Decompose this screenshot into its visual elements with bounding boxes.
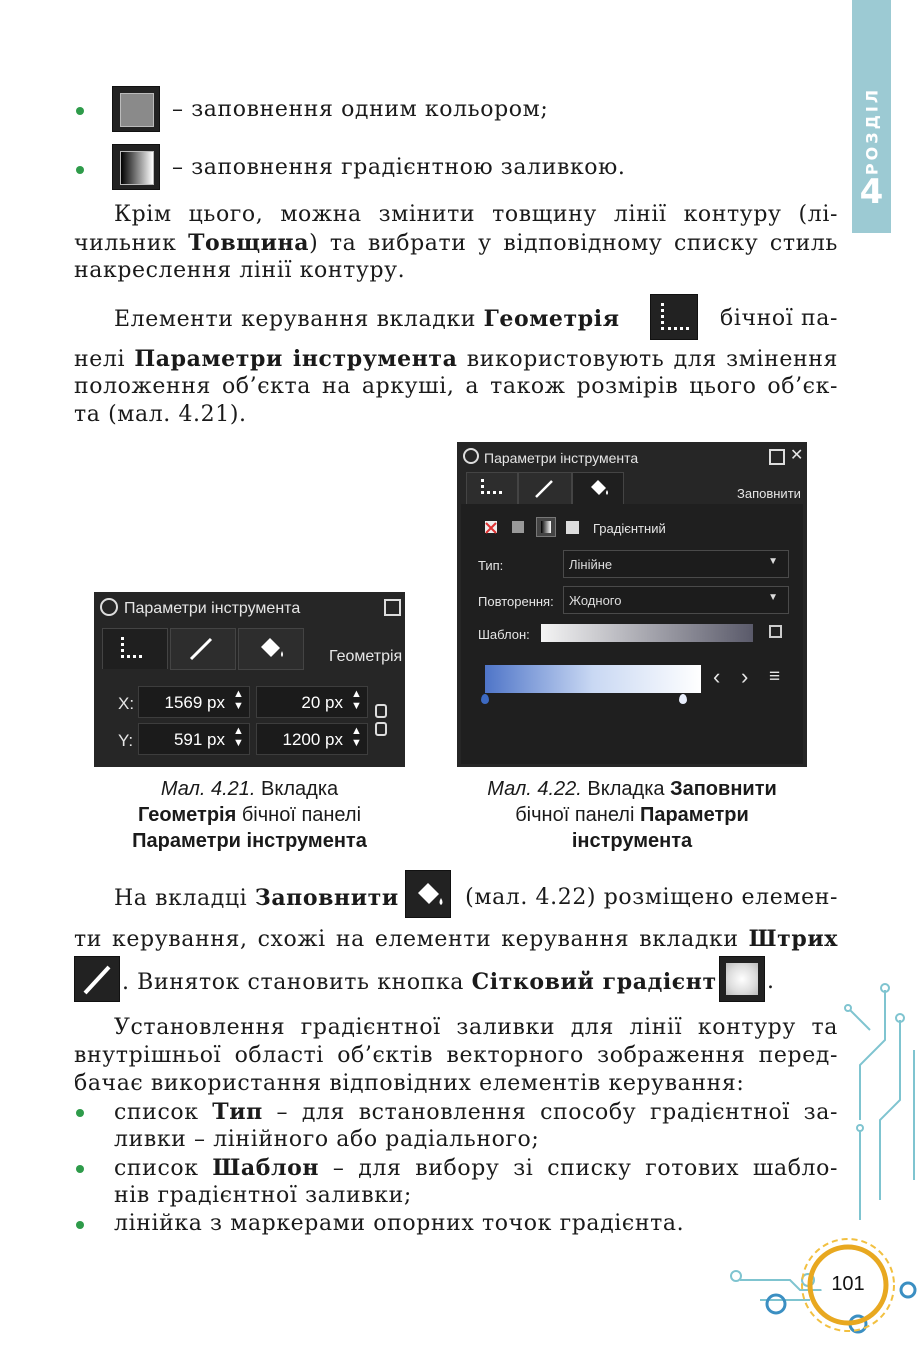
next-stop-icon[interactable]: › <box>741 664 749 689</box>
bullet-dot <box>76 1165 84 1173</box>
width-spinbox[interactable]: 20 px <box>256 686 368 718</box>
tab-caption: Заповнити <box>737 486 801 501</box>
x-spinbox[interactable]: 1569 px <box>138 686 250 718</box>
tab-geometry[interactable] <box>102 628 168 669</box>
height-spinbox[interactable]: 1200 px <box>256 723 368 755</box>
chevron-down-icon: ▼ <box>768 556 778 567</box>
lock-icon <box>100 598 118 616</box>
paragraph-line: На вкладці Заповнити <box>114 885 399 911</box>
chapter-tab <box>852 0 891 233</box>
fill-panel-screenshot <box>457 442 807 767</box>
geometry-panel-screenshot <box>94 592 405 767</box>
bullet-dot <box>76 166 84 174</box>
paragraph-line: внутрішньої області об’єктів векторного зображення перед- <box>74 1043 838 1068</box>
paragraph-line: накреслення лінії контуру. <box>74 258 406 283</box>
tab-stroke[interactable] <box>518 472 572 506</box>
solid-fill-button[interactable] <box>512 521 524 533</box>
solid-fill-icon <box>112 86 160 132</box>
paragraph-line: бічної па- <box>720 306 838 331</box>
paragraph-line: Крім цього, можна змінити товщину лінії контуру (лі- <box>114 202 838 227</box>
y-spinbox[interactable]: 591 px <box>138 723 250 755</box>
template-select[interactable] <box>541 624 753 642</box>
bullet-text: – заповнення одним кольором; <box>172 97 549 122</box>
panel-title: Параметри інструмента <box>124 600 301 617</box>
figure-caption: Мал. 4.22. Вкладка Заповнити бічної панелі Параметри інструмента <box>487 778 777 852</box>
chapter-number: 4 <box>859 172 884 212</box>
y-label: Y: <box>118 731 134 750</box>
paragraph-line: чильник Товщина) та вибрати у відповідному списку стиль <box>74 230 839 256</box>
paragraph-line: бачає використання відповідних елементів керування: <box>74 1071 745 1096</box>
bullet-text: нів градієнтної заливки; <box>114 1183 412 1208</box>
close-icon[interactable]: ✕ <box>790 447 804 464</box>
fill-tab-icon <box>405 870 451 918</box>
tab-caption: Геометрія <box>329 648 403 665</box>
paragraph-line: Елементи керування вкладки Геометрія <box>114 306 620 332</box>
bullet-text: список Шаблон – для вибору зі списку готових шабло- <box>114 1155 838 1181</box>
circuit-decoration <box>700 980 918 1360</box>
gradient-fill-icon <box>112 144 160 190</box>
gradient-ruler[interactable] <box>485 665 701 693</box>
chapter-label: РОЗДІЛ <box>862 86 881 176</box>
bullet-dot <box>76 107 84 115</box>
lock-icon <box>463 448 479 464</box>
repeat-label: Повторення: <box>478 594 554 609</box>
bullet-text: ливки – лінійного або радіального; <box>114 1127 540 1152</box>
paragraph-line: . Виняток становить кнопка Сітковий градієнт <box>122 969 717 995</box>
spin-arrows-icon[interactable]: ▲ ▼ <box>233 725 244 749</box>
repeat-select[interactable]: Жодного ▼ <box>563 586 789 614</box>
paragraph-line: ти керування, схожі на елементи керування вкладки Штрих <box>74 926 838 952</box>
tab-fill[interactable] <box>238 628 304 670</box>
figure-caption: Мал. 4.21. Вкладка Геометрія бічної панелі Параметри інструмента <box>132 778 367 852</box>
detach-icon <box>384 599 401 616</box>
paragraph-line: (мал. 4.22) розміщено елемен- <box>465 885 838 910</box>
bullet-dot <box>76 1221 84 1229</box>
chain-link-icon[interactable] <box>375 704 387 718</box>
bullet-text: лінійка з маркерами опорних точок градієнта. <box>114 1211 685 1236</box>
chevron-down-icon: ▼ <box>768 592 778 603</box>
gradient-fill-button[interactable] <box>536 517 556 537</box>
paragraph-line: та (мал. 4.21). <box>74 402 247 427</box>
panel-title: Параметри інструмента <box>484 450 639 466</box>
type-label: Тип: <box>478 558 504 573</box>
no-fill-button[interactable] <box>485 521 497 533</box>
paragraph-line: Установлення градієнтної заливки для лінії контуру та <box>114 1015 838 1040</box>
mesh-gradient-button[interactable] <box>566 521 579 534</box>
page-number: 101 <box>831 1273 865 1295</box>
stop-marker-icon[interactable] <box>481 694 489 704</box>
bullet-text: список Тип – для встановлення способу градієнтної за- <box>114 1099 838 1125</box>
fill-mode-label: Градієнтний <box>593 521 666 536</box>
chain-link-icon[interactable] <box>375 722 387 736</box>
x-label: X: <box>118 694 135 713</box>
save-icon[interactable] <box>769 625 782 638</box>
bullet-dot <box>76 1109 84 1117</box>
prev-stop-icon[interactable]: ‹ <box>713 664 721 689</box>
detach-icon <box>769 449 785 465</box>
stop-marker-icon[interactable] <box>679 694 687 704</box>
type-select[interactable]: Лінійне ▼ <box>563 550 789 578</box>
tab-geometry[interactable] <box>466 472 518 506</box>
spin-arrows-icon[interactable]: ▲ ▼ <box>351 688 362 712</box>
template-label: Шаблон: <box>478 627 530 642</box>
paragraph-line: нелі Параметри інструмента використовують для змінення <box>74 346 838 372</box>
spin-arrows-icon[interactable]: ▲ ▼ <box>233 688 244 712</box>
menu-icon[interactable]: ≡ <box>769 666 781 687</box>
paragraph-line: . <box>767 969 775 994</box>
geometry-tab-icon <box>650 294 698 340</box>
paragraph-line: положення об’єкта на аркуші, а також розмірів цього об’єк- <box>74 374 838 399</box>
spin-arrows-icon[interactable]: ▲ ▼ <box>351 725 362 749</box>
bullet-text: – заповнення градієнтною заливкою. <box>172 155 626 180</box>
tab-stroke[interactable] <box>170 628 236 670</box>
stroke-tab-icon <box>74 956 120 1002</box>
